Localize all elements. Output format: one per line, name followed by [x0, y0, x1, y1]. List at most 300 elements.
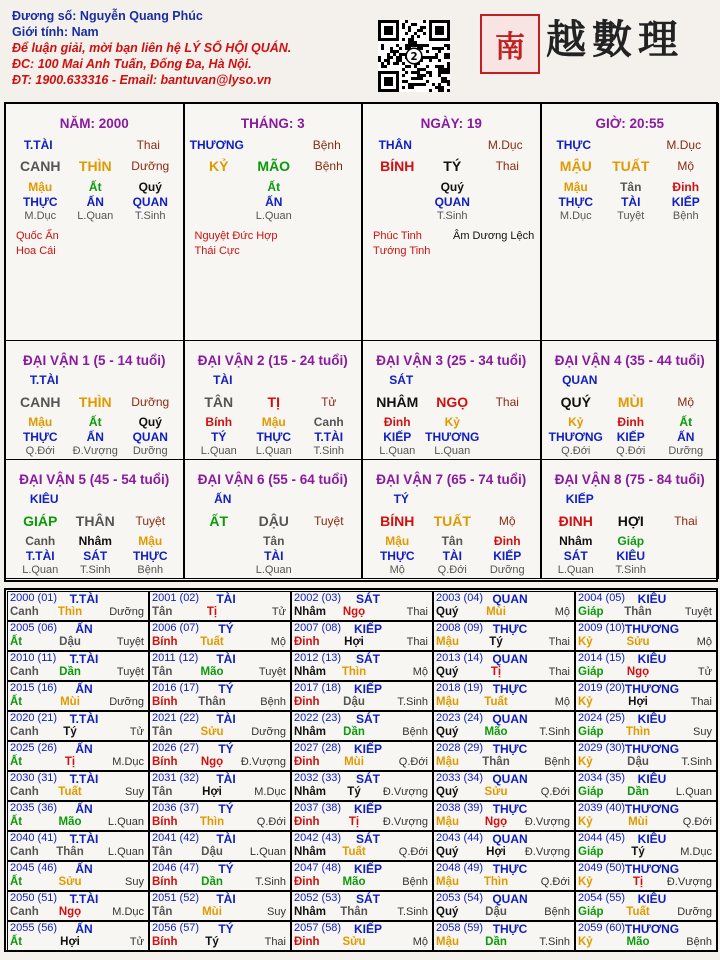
year-stem: Nhâm	[294, 906, 326, 918]
year-branch: Tị	[64, 756, 76, 768]
year-branch: Tị	[490, 666, 502, 678]
year-star: THỰC	[492, 802, 528, 816]
hidden-stem: Canh	[25, 534, 56, 548]
year-label: 2019 (20)	[578, 682, 626, 694]
dai-van-cell[interactable]	[362, 459, 541, 579]
ten-god: THỰC	[132, 549, 168, 563]
year-state: M.Dục	[680, 846, 712, 858]
year-branch: Hợi	[60, 936, 80, 948]
year-label: 2056 (57)	[152, 922, 200, 934]
annual-cell[interactable]	[7, 921, 149, 951]
life-state: Tuyệt	[313, 514, 344, 528]
state-label: T.Sinh	[313, 445, 345, 457]
hidden-stem: Giáp	[617, 534, 645, 548]
main-star: T.TÀI	[29, 373, 59, 387]
ten-god: THỰC	[22, 195, 58, 209]
heavenly-stem: MẬU	[559, 158, 592, 174]
year-label: 2038 (39)	[436, 802, 484, 814]
annual-cell[interactable]	[291, 621, 433, 651]
year-star: TÀI	[216, 892, 236, 906]
ten-god: THƯƠNG	[548, 430, 603, 444]
annual-cell[interactable]	[149, 891, 291, 921]
state-label: Q.Đới	[561, 445, 591, 457]
hidden-stem: Mậu	[28, 180, 53, 194]
annual-cell[interactable]	[291, 681, 433, 711]
hidden-stem: Nhâm	[78, 534, 112, 548]
year-state: Đ.Vượng	[240, 756, 286, 768]
ten-god: ẤN	[86, 430, 104, 444]
annual-cell[interactable]	[149, 741, 291, 771]
annual-cell[interactable]	[149, 651, 291, 681]
annual-cell[interactable]	[7, 891, 149, 921]
state-label: M.Dục	[559, 210, 592, 222]
header-info	[12, 8, 291, 88]
year-state: Mộ	[270, 636, 286, 648]
year-state: T.Sinh	[539, 726, 570, 738]
year-branch: Sửu	[58, 876, 82, 888]
year-state: L.Quan	[107, 816, 144, 828]
main-star: T.TÀI	[23, 138, 53, 152]
year-branch: Thìn	[199, 816, 225, 828]
year-label: 2022 (23)	[294, 712, 342, 724]
earthly-branch: TỊ	[267, 394, 280, 410]
year-branch: Tuất	[200, 636, 224, 648]
year-state: Đ.Vượng	[524, 816, 570, 828]
year-branch: Mão	[626, 936, 650, 948]
year-state: Tử	[271, 606, 286, 618]
ten-god: KIÊU	[616, 549, 646, 563]
earthly-branch: THÂN	[75, 513, 115, 529]
annual-cell[interactable]	[575, 711, 717, 741]
state-label: Tuyệt	[617, 210, 645, 222]
annual-cell[interactable]	[291, 591, 433, 621]
god-star: Quốc Ấn	[16, 230, 59, 242]
year-state: Thai	[548, 666, 570, 678]
year-state: Tử	[129, 936, 144, 948]
ten-god: KIẾP	[493, 549, 522, 563]
year-stem: Ất	[10, 696, 23, 708]
year-label: 2031 (32)	[152, 772, 200, 784]
dai-van-cell[interactable]	[541, 459, 720, 579]
cell-title: GIỜ: 20:55	[595, 116, 665, 131]
logo-text: 越數理	[546, 16, 684, 63]
year-star: KIÊU	[637, 652, 667, 666]
year-stem: Nhâm	[294, 606, 326, 618]
god-star: Tướng Tinh	[373, 245, 431, 257]
annual-cell[interactable]	[433, 621, 575, 651]
year-star: THƯƠNG	[624, 742, 680, 756]
year-star: T.TÀI	[69, 832, 99, 846]
hidden-stem: Ất	[267, 180, 281, 194]
annual-cell[interactable]	[575, 681, 717, 711]
annual-cell[interactable]	[433, 591, 575, 621]
year-label: 2055 (56)	[10, 922, 58, 934]
ten-god: KIẾP	[616, 430, 645, 444]
life-state: Mộ	[677, 159, 695, 173]
year-branch: Dần	[59, 666, 81, 678]
year-branch: Ngọ	[200, 756, 224, 768]
year-branch: Thìn	[341, 666, 367, 678]
year-state: Q.Đới	[682, 816, 712, 828]
annual-cell[interactable]	[575, 651, 717, 681]
year-star: KIẾP	[353, 922, 383, 936]
year-branch: Tý	[631, 846, 645, 858]
year-stem: Đinh	[294, 756, 320, 768]
hidden-stem: Đinh	[672, 180, 700, 194]
annual-cell[interactable]	[149, 861, 291, 891]
year-star: ẤN	[75, 682, 93, 696]
year-state: Mộ	[412, 666, 428, 678]
annual-cell[interactable]	[433, 651, 575, 681]
state-label: Bệnh	[137, 564, 164, 576]
state-label: T.Sinh	[436, 210, 468, 222]
heavenly-stem: CANH	[20, 158, 61, 174]
year-state: Dưỡng	[109, 606, 144, 618]
year-label: 2030 (31)	[10, 772, 58, 784]
year-label: 2047 (48)	[294, 862, 342, 874]
hidden-stem: Canh	[313, 415, 344, 429]
year-state: Mộ	[412, 936, 428, 948]
year-state: T.Sinh	[397, 696, 428, 708]
annual-cell[interactable]	[291, 921, 433, 951]
main-star: QUAN	[562, 373, 598, 387]
year-star: TÝ	[218, 682, 234, 696]
year-stem: Kỷ	[578, 696, 593, 708]
hidden-stem: Đinh	[383, 415, 411, 429]
year-label: 2048 (49)	[436, 862, 484, 874]
earthly-branch: MÙI	[617, 394, 644, 410]
annual-cell[interactable]	[7, 801, 149, 831]
dai-van-cell[interactable]	[5, 459, 184, 579]
annual-cell[interactable]	[575, 801, 717, 831]
phone-email: ĐT: 1900.633316 - Email: bantuvan@lyso.vn	[12, 73, 272, 87]
year-label: 2046 (47)	[152, 862, 200, 874]
pillar-cell[interactable]	[362, 103, 541, 341]
year-stem: Đinh	[294, 636, 320, 648]
annual-cell[interactable]	[291, 651, 433, 681]
earthly-branch: HỢI	[617, 513, 644, 529]
year-star: TÀI	[216, 652, 236, 666]
earthly-branch: NGỌ	[436, 394, 469, 410]
annual-cell[interactable]	[433, 831, 575, 861]
year-stem: Đinh	[294, 696, 320, 708]
state-label: Bệnh	[672, 210, 699, 222]
cell-title: THÁNG: 3	[240, 116, 305, 131]
annual-cell[interactable]	[575, 861, 717, 891]
year-state: L.Quan	[107, 846, 144, 858]
year-star: KIẾP	[353, 622, 383, 636]
year-stem: Ất	[10, 936, 23, 948]
state-label: T.Sinh	[79, 564, 111, 576]
main-star: THƯƠNG	[189, 138, 244, 152]
dai-van-cell[interactable]	[362, 340, 541, 460]
earthly-branch: MÃO	[257, 158, 291, 174]
year-stem: Tân	[152, 726, 173, 738]
year-star: T.TÀI	[69, 892, 99, 906]
dai-van-cell[interactable]	[184, 459, 363, 579]
state-label: Q.Đới	[616, 445, 646, 457]
year-star: QUAN	[492, 832, 528, 846]
year-branch: Thìn	[483, 876, 509, 888]
year-stem: Canh	[10, 666, 39, 678]
main-star: KIÊU	[29, 492, 59, 506]
annual-cell[interactable]	[7, 681, 149, 711]
year-star: TÝ	[218, 742, 234, 756]
god-star: Phúc Tinh	[373, 230, 422, 242]
year-state: M.Dục	[112, 906, 144, 918]
ten-god: THỰC	[558, 195, 594, 209]
annual-cell[interactable]	[433, 771, 575, 801]
hidden-stem: Quý	[440, 180, 464, 194]
annual-cell[interactable]	[433, 681, 575, 711]
year-stem: Ất	[10, 876, 23, 888]
state-label: Dưỡng	[132, 445, 168, 457]
year-state: L.Quan	[249, 846, 286, 858]
hidden-stem: Ất	[88, 180, 102, 194]
annual-cell[interactable]	[7, 591, 149, 621]
annual-cell[interactable]	[433, 891, 575, 921]
year-stem: Tân	[152, 606, 173, 618]
annual-cell[interactable]	[575, 831, 717, 861]
year-state: M.Dục	[254, 786, 286, 798]
state-label: Đ.Vượng	[72, 445, 118, 457]
cell-title: ĐẠI VẬN 2 (15 - 24 tuổi)	[197, 353, 348, 368]
annual-cell[interactable]	[433, 741, 575, 771]
ten-god: SÁT	[563, 549, 588, 563]
year-label: 2027 (28)	[294, 742, 342, 754]
year-branch: Hợi	[344, 636, 364, 648]
year-star: QUAN	[492, 652, 528, 666]
annual-cell[interactable]	[291, 801, 433, 831]
annual-cell[interactable]	[7, 711, 149, 741]
ten-god: T.TÀI	[314, 430, 344, 444]
year-stem: Quý	[436, 666, 459, 678]
year-label: 2044 (45)	[578, 832, 626, 844]
cell-title: NĂM: 2000	[59, 116, 129, 131]
hidden-stem: Ất	[88, 415, 102, 429]
year-branch: Sửu	[342, 936, 366, 948]
year-stem: Quý	[436, 906, 459, 918]
state-label: L.Quan	[255, 445, 292, 457]
qr-code-icon	[378, 20, 450, 92]
hidden-stem: Quý	[138, 180, 162, 194]
main-star: TÀI	[213, 373, 233, 387]
state-label: L.Quan	[434, 445, 471, 457]
year-label: 2011 (12)	[152, 652, 199, 664]
year-state: Tử	[697, 666, 712, 678]
cell-title: ĐẠI VẬN 4 (35 - 44 tuổi)	[554, 353, 705, 368]
year-stem: Kỷ	[578, 636, 593, 648]
pillar-cell[interactable]	[5, 103, 184, 341]
year-label: 2025 (26)	[10, 742, 58, 754]
year-state: Mộ	[696, 636, 712, 648]
annual-cell[interactable]	[7, 651, 149, 681]
year-star: KIÊU	[637, 592, 667, 606]
annual-cell[interactable]	[149, 831, 291, 861]
annual-cell[interactable]	[149, 711, 291, 741]
year-stem: Quý	[436, 726, 459, 738]
year-stem: Đinh	[294, 876, 320, 888]
state-label: Q.Đới	[437, 564, 467, 576]
annual-cell[interactable]	[291, 891, 433, 921]
annual-cell[interactable]	[575, 621, 717, 651]
pillar-cell[interactable]	[184, 103, 363, 341]
hidden-stem: Quý	[138, 415, 162, 429]
year-branch: Mùi	[344, 756, 364, 768]
year-stem: Mậu	[436, 876, 459, 888]
year-state: Bệnh	[544, 906, 570, 918]
annual-cell[interactable]	[7, 771, 149, 801]
year-stem: Quý	[436, 786, 459, 798]
annual-cell[interactable]	[575, 771, 717, 801]
annual-cell[interactable]	[149, 771, 291, 801]
year-star: SÁT	[356, 772, 380, 786]
year-stem: Nhâm	[294, 786, 326, 798]
year-state: Suy	[125, 786, 144, 798]
hidden-stem: Mậu	[385, 534, 410, 548]
annual-cell[interactable]	[433, 801, 575, 831]
year-state: Bệnh	[686, 936, 712, 948]
year-star: TÝ	[218, 802, 234, 816]
year-state: Thai	[264, 936, 286, 948]
annual-cell[interactable]	[433, 861, 575, 891]
year-branch: Tuất	[58, 786, 82, 798]
annual-cell[interactable]	[291, 861, 433, 891]
annual-cell[interactable]	[7, 831, 149, 861]
year-stem: Nhâm	[294, 726, 326, 738]
year-state: Q.Đới	[540, 786, 570, 798]
hidden-stem: Kỷ	[568, 415, 584, 429]
hidden-stem: Tân	[263, 534, 285, 548]
year-branch: Mão	[342, 876, 366, 888]
year-branch: Hợi	[202, 786, 222, 798]
pillar-cell[interactable]	[541, 103, 720, 341]
year-label: 2034 (35)	[578, 772, 626, 784]
state-label: T.Sinh	[134, 210, 166, 222]
main-star: KIẾP	[565, 492, 594, 506]
year-star: TÀI	[216, 772, 236, 786]
annual-cell[interactable]	[7, 861, 149, 891]
year-stem: Đinh	[294, 816, 320, 828]
annual-cell[interactable]	[149, 591, 291, 621]
annual-cell[interactable]	[575, 921, 717, 951]
year-state: Dưỡng	[109, 696, 144, 708]
year-star: SÁT	[356, 592, 380, 606]
annual-cell[interactable]	[7, 741, 149, 771]
year-label: 2029 (30)	[578, 742, 626, 754]
cell-title: ĐẠI VẬN 7 (65 - 74 tuổi)	[376, 472, 527, 487]
god-star: Thái Cực	[194, 245, 240, 257]
year-state: L.Quan	[675, 786, 712, 798]
annual-cell[interactable]	[433, 711, 575, 741]
year-stem: Bính	[152, 636, 178, 648]
year-stem: Giáp	[578, 846, 604, 858]
annual-cell[interactable]	[149, 921, 291, 951]
hidden-stem: Đinh	[617, 415, 645, 429]
year-stem: Bính	[152, 936, 178, 948]
year-state: Thai	[406, 606, 428, 618]
annual-cell[interactable]	[149, 801, 291, 831]
life-state: Thai	[495, 395, 519, 409]
year-state: Tuyệt	[684, 606, 712, 618]
annual-cell[interactable]	[291, 711, 433, 741]
annual-cell[interactable]	[575, 891, 717, 921]
annual-cell[interactable]	[575, 591, 717, 621]
hidden-stem: Bính	[205, 415, 233, 429]
year-state: Suy	[267, 906, 286, 918]
annual-cell[interactable]	[575, 741, 717, 771]
year-stem: Tân	[152, 786, 173, 798]
year-branch: Thân	[482, 756, 510, 768]
dai-van-cell[interactable]	[541, 340, 720, 460]
annual-cell[interactable]	[149, 681, 291, 711]
year-branch: Mùi	[628, 816, 648, 828]
year-state: T.Sinh	[539, 936, 570, 948]
state-label: Mộ	[389, 564, 405, 576]
state-label: L.Quan	[379, 445, 416, 457]
life-state: Mộ	[677, 395, 695, 409]
year-branch: Thân	[624, 606, 652, 618]
owner-name: Đương số: Nguyễn Quang Phúc	[12, 9, 203, 23]
year-star: THƯƠNG	[624, 802, 680, 816]
year-stem: Bính	[152, 756, 178, 768]
dai-van-cell[interactable]	[5, 340, 184, 460]
year-stem: Đinh	[294, 936, 320, 948]
dai-van-cell[interactable]	[184, 340, 363, 460]
year-label: 2036 (37)	[152, 802, 200, 814]
year-star: ẤN	[75, 922, 93, 936]
earthly-branch: THÌN	[78, 394, 112, 410]
annual-cell[interactable]	[291, 771, 433, 801]
year-branch: Thân	[198, 696, 226, 708]
hidden-stem: Mậu	[28, 415, 53, 429]
year-branch: Thìn	[625, 726, 651, 738]
year-branch: Ngọ	[342, 606, 366, 618]
year-label: 2057 (58)	[294, 922, 342, 934]
annual-cell[interactable]	[291, 831, 433, 861]
year-star: TÀI	[216, 592, 236, 606]
life-state: Thai	[495, 159, 519, 173]
main-star: SÁT	[389, 373, 414, 387]
year-label: 2041 (42)	[152, 832, 200, 844]
year-branch: Mão	[58, 816, 82, 828]
star-state: Thai	[136, 138, 160, 152]
year-star: THỰC	[492, 862, 528, 876]
year-star: KIÊU	[637, 712, 667, 726]
year-label: 2013 (14)	[436, 652, 484, 664]
year-label: 2049 (50)	[578, 862, 626, 874]
year-stem: Canh	[10, 606, 39, 618]
heavenly-stem: ẤT	[209, 513, 229, 529]
year-branch: Hợi	[628, 696, 648, 708]
year-star: QUAN	[492, 712, 528, 726]
year-stem: Kỷ	[578, 876, 593, 888]
main-star: THÂN	[378, 138, 412, 152]
year-label: 2035 (36)	[10, 802, 58, 814]
year-stem: Quý	[436, 606, 459, 618]
year-branch: Tý	[205, 936, 219, 948]
god-star: Hoa Cái	[16, 245, 56, 257]
annual-cell[interactable]	[433, 921, 575, 951]
annual-cell[interactable]	[7, 621, 149, 651]
annual-cell[interactable]	[291, 741, 433, 771]
annual-cell[interactable]	[149, 621, 291, 651]
year-label: 2012 (13)	[294, 652, 342, 664]
year-stem: Canh	[10, 786, 39, 798]
star-state: M.Dục	[487, 138, 523, 152]
year-star: KIÊU	[637, 892, 667, 906]
year-state: Bệnh	[402, 726, 428, 738]
